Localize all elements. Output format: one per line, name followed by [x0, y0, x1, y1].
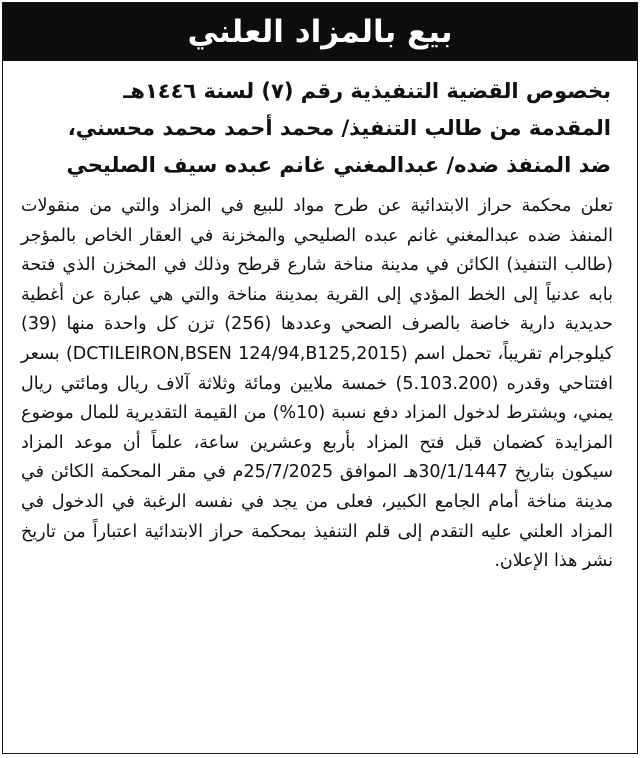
case-number-line: بخصوص القضية التنفيذية رقم (٧) لسنة ١٤٤٦هـ: [123, 79, 611, 103]
notice-title: بيع بالمزاد العلني: [187, 13, 453, 50]
auction-notice: [2, 2, 638, 754]
header-bar: [3, 3, 637, 61]
plaintiff-line: المقدمة من طالب التنفيذ/ محمد أحمد محمد محسني،: [67, 116, 611, 140]
case-subject: [3, 61, 637, 184]
defendant-line: ضد المنفذ ضده/ عبدالمغني غانم عبده سيف الصليحي: [66, 153, 611, 177]
notice-body: تعلن محكمة حراز الابتدائية عن طرح مواد للبيع في المزاد والتي من منقولات المنفذ ضده عبدالمغني غانم عبده الصليحي والمخزنة في العقار الخاص بالمؤجر (طالب التنفيذ) الكائن في مدينة مناخة شارع قرطح وذلك في المخزن الذي فتحة بابه عدنياً إلى الخط المؤدي إلى القرية بمدينة مناخة والتي هي عبارة عن أغطية حديدية دارية خاصة بالصرف الصحي وعددها (256) تزن كل واحدة منها (39) كيلوجرام تقريباً، تحمل اسم (DCTILEIRON,BSEN 124/94,B125,2015) بسعر افتتاحي وقدره (5.103.200) خمسة ملايين ومائة وثلاثة آلاف ريال ومائتي ريال يمني، ويشترط لدخول المزاد دفع نسبة (10%) من القيمة التقديرية للمال موضوع المزايدة كضمان قبل فتح المزاد بأربع وعشرين ساعة، علماً أن موعد المزاد سيكون بتاريخ 30/1/1447هـ الموافق 25/7/2025م في مقر المحكمة الكائن في مدينة مناخة أمام الجامع الكبير، فعلى من يجد في نفسه الرغبة في الدخول في المزاد العلني عليه التقدم إلى قلم التنفيذ بمحكمة حراز الابتدائية اعتباراً من تاريخ نشر هذا الإعلان.: [21, 196, 613, 572]
